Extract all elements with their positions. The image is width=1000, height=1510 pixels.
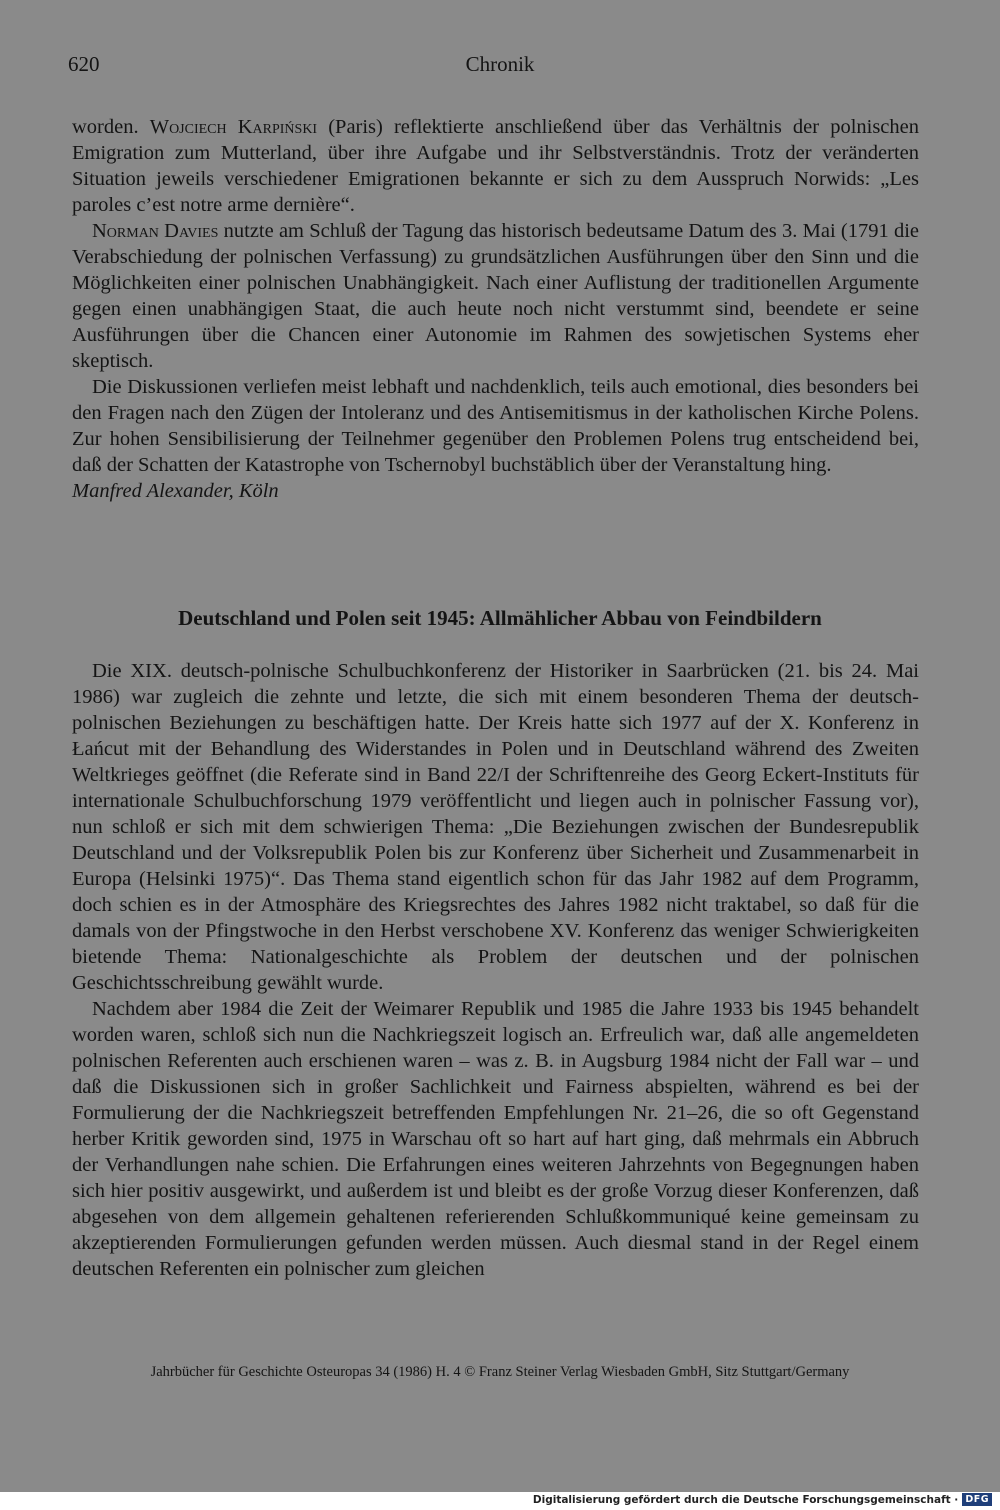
author-signature: Manfred Alexander, Köln	[72, 480, 279, 502]
digitization-text: Digitalisierung gefördert durch die Deutsche Forschungsgemeinschaft ·	[532, 1493, 959, 1506]
paragraph: Die XIX. deutsch-polnische Schulbuchkonferenz der Historiker in Saarbrücken (21. bis 24. Mai 1986) war zugleich die zehnte und letzte, die sich mit einem besonderen Thema der deutsch-polnischen Beziehungen zu beschäftigen hatte. Der Kreis hatte sich 1977 auf der X. Konferenz in Łańcut mit der Behandlung des Widerstandes in Polen und in Deutschland während des Zweiten Weltkrieges geöffnet (die Referate sind in Band 22/I der Schriftenreihe des Georg Eckert-Instituts für internationale Schulbuchforschung 1979 veröffentlicht und liegen auch in polnischer Fassung vor), nun schloß er sich mit dem schwierigen Thema: „Die Beziehungen zwischen der Bundesrepublik Deutschland und der Volksrepublik Polen bis zur Konferenz über Sicherheit und Zusammenarbeit in Europa (Helsinki 1975)“. Das Thema stand eigentlich schon für das Jahr 1982 auf dem Programm, doch schien es in der Atmosphäre des Kriegsrechtes des Jahres 1982 nicht traktabel, so daß für die damals von der Pfingstwoche in den Herbst verschobene XV. Konferenz das weniger Schwierigkeiten bietende Thema: Nationalgeschichte als Problem der deutschen und der polnischen Geschichtsschreibung gewählt wurde.	[72, 660, 919, 994]
person-name: Norman Davies	[92, 220, 219, 242]
paragraph: Nachdem aber 1984 die Zeit der Weimarer Republik und 1985 die Jahre 1933 bis 1945 behandelt worden waren, schloß sich nun die Nachkriegszeit logisch an. Erfreulich war, daß alle angemeldeten polnischen Referenten auch erschienen waren – was z. B. in Augsburg 1984 nicht der Fall war – und daß die Diskussionen sich in großer Sachlichkeit und Fairness abspielten, während es bei der Formulierung der die Nachkriegszeit betreffenden Empfehlungen Nr. 21–26, die so oft Gegenstand herber Kritik geworden sind, 1975 in Warschau oft so hart auf hart ging, daß mehrmals ein Abbruch der Verhandlungen nahe schien. Die Erfahrungen eines weiteren Jahrzehnts von Begegnungen haben sich hier positiv ausgewirkt, und außerdem ist und bleibt es der große Vorzug dieser Konferenzen, daß abgesehen von dem allgemein gehaltenen referierenden Schlußkommuniqué keine gemeinsam zu akzeptierenden Formulierungen gefunden werden müssen. Auch diesmal stand in der Regel einem deutschen Referenten ein polnischer zum gleichen	[72, 998, 919, 1280]
paragraph-text: nutzte am Schluß der Tagung das historisch bedeutsame Datum des 3. Mai (1791 die Verabschiedung der polnischen Verfassung) zu grundsätzlichen Ausführungen über den Sinn und die Möglichkeiten einer polnischen Unabhängigkeit. Nach einer Auflistung der traditionellen Argumente gegen einen unabhängigen Staat, die auch heute noch nicht verstummt sind, beendete er seine Ausführungen über die Chancen einer Autonomie im Rahmen des sowjetischen Systems eher skeptisch.	[72, 220, 919, 372]
section-title: Deutschland und Polen seit 1945: Allmählicher Abbau von Feindbildern	[178, 606, 822, 630]
running-head: Chronik	[465, 52, 535, 76]
paragraph-text: (Paris) reflektierte anschließend über das Verhältnis der polnischen Emigration zum Mutterland, über ihre Aufgabe und ihr Selbstverständnis. Trotz der veränderten Situation jeweils verschiedener Emigrationen bekannte er sich zu dem Ausspruch Norwids: „Les paroles c’est notre arme dernière“.	[72, 116, 920, 216]
person-name: Wojciech Karpiński	[149, 116, 318, 138]
article-continuation	[72, 114, 919, 504]
dfg-logo-icon: DFG	[962, 1493, 992, 1506]
page-number: 620	[68, 52, 100, 76]
paragraph	[72, 218, 919, 374]
journal-citation: Jahrbücher für Geschichte Osteuropas 34 (1986) H. 4 © Franz Steiner Verlag Wiesbaden GmbH, Sitz Stuttgart/Germany	[150, 1364, 850, 1380]
paragraph-text: worden.	[72, 116, 150, 138]
paragraph: Die Diskussionen verliefen meist lebhaft und nachdenklich, teils auch emotional, dies besonders bei den Fragen nach den Zügen der Intoleranz und des Antisemitismus in der katholischen Kirche Polens. Zur hohen Sensibilisierung der Teilnehmer gegenüber den Problemen Polens trug entscheidend bei, daß der Schatten der Katastrophe von Tschernobyl buchstäblich über der Veranstaltung hing.	[72, 376, 919, 476]
paragraph	[72, 114, 919, 218]
article-body	[72, 658, 919, 1282]
digitization-notice	[533, 1493, 992, 1506]
